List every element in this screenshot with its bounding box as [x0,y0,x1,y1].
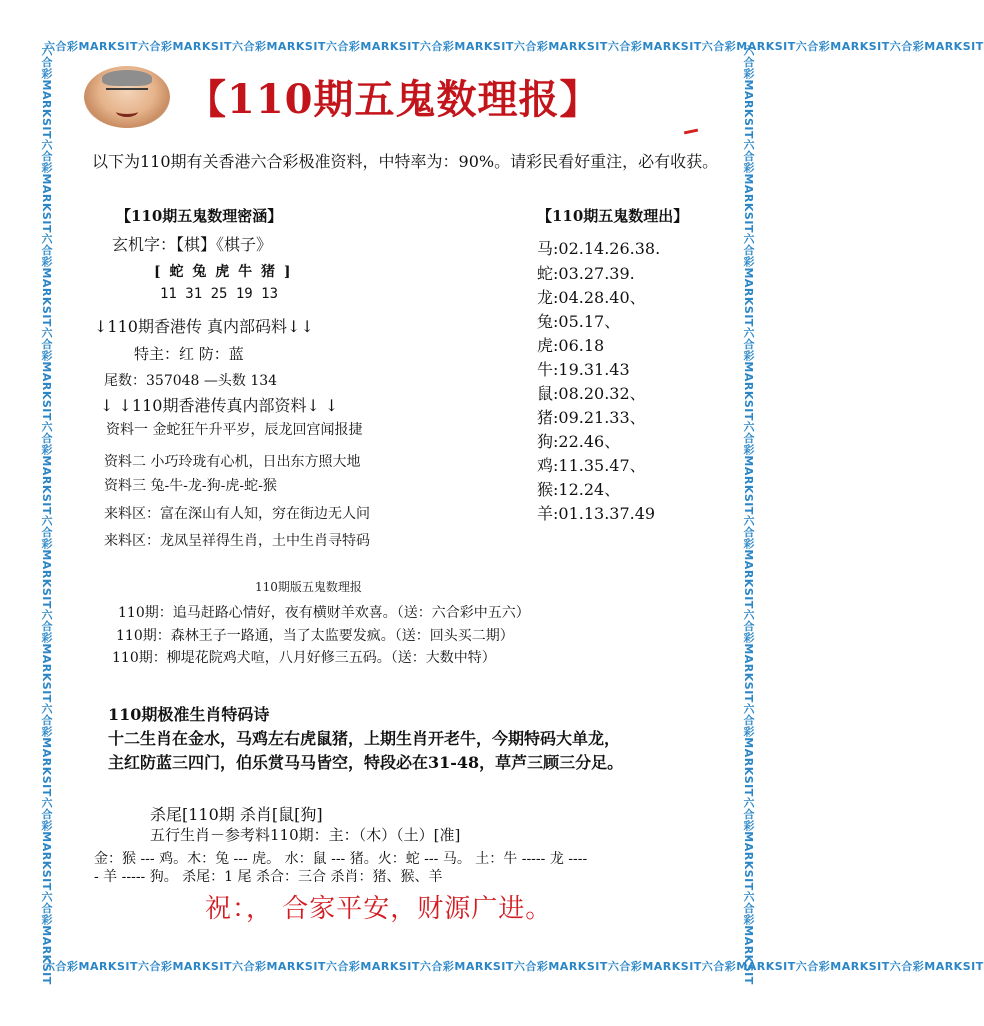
neibu-title: ↓110期香港传 真内部码料↓↓ [94,317,314,336]
mid-line: 110期：柳堤花院鸡犬喧，八月好修三五码。（送：大数中特） [112,650,496,666]
avatar [84,66,170,128]
poem-line: 主红防蓝三四门，伯乐赏马马皆空，特段必在31-48，草芦三顾三分足。 [108,753,624,772]
poem-line: 十二生肖在金水，马鸡左右虎鼠猪，上期生肖开老牛，今期特码大单龙， [108,729,621,748]
wish-text: 祝：， 合家平安，财源广进。 [205,894,553,924]
right-list-item: 羊:01.13.37.49 [537,504,656,523]
sha-line: 杀尾[110期 杀肖[鼠[狗] [150,805,323,824]
wei-shu-line: 尾数：357048 —头数 134 [104,373,278,389]
border-top-pattern: 六合彩MARKSIT六合彩MARKSIT六合彩MARKSIT六合彩MARKSIT六合彩MARKSIT六合彩MARKSIT六合彩MARKSIT六合彩MARKSIT六合彩MARKSIT六合彩MARKSIT [44,40,984,53]
lailiao-1: 来料区：富在深山有人知，穷在街边无人问 [104,506,370,522]
te-zhu-line: 特主：红 防：蓝 [134,345,244,363]
border-right-pattern: 六合彩MARKSIT六合彩MARKSIT六合彩MARKSIT六合彩MARKSIT六合彩MARKSIT六合彩MARKSIT六合彩MARKSIT六合彩MARKSIT六合彩MARKSIT六合彩MARKSIT [742,45,755,985]
right-list-item: 鸡:11.35.47、 [537,456,646,475]
sha-detail-line: - 羊 ----- 狗。 杀尾：1 尾 杀合：三合 杀肖：猪、猴、羊 [94,869,443,885]
poem-title: 110期极准生肖特码诗 [108,705,270,724]
ziliao-2: 资料二 小巧玲珑有心机，日出东方照大地 [104,454,361,470]
right-list-item: 马:02.14.26.38. [537,239,661,258]
right-list-item: 兔:05.17、 [537,312,621,331]
right-list-item: 鼠:08.20.32、 [537,384,646,403]
intro-text: 以下为110期有关香港六合彩极准资料，中特率为：90%。请彩民看好重注，必有收获。 [92,152,719,171]
right-section-header: 【110期五鬼数理出】 [537,207,689,225]
mid-section-header: 110期版五鬼数理报 [255,580,362,594]
zodiac-group: [ 蛇 兔 虎 牛 猪 ] [154,264,293,280]
right-list-item: 猪:09.21.33、 [537,408,646,427]
right-list-item: 龙:04.28.40、 [537,288,646,307]
left-section-header: 【110期五鬼数理密涵】 [116,207,283,225]
right-list-item: 牛:19.31.43 [537,360,630,379]
wuxing-line: 五行生肖－参考料110期：主：（木）（土）[准] [150,826,461,844]
zodiac-numbers: 11 31 25 19 13 [160,286,279,302]
right-list-item: 虎:06.18 [537,336,605,355]
mid-line: 110期：追马赶路心情好，夜有横财羊欢喜。（送：六合彩中五六） [118,605,530,621]
wuxing-detail-line: 金：猴 --- 鸡。木：兔 --- 虎。 水：鼠 --- 猪。火：蛇 --- 马。 土：牛 ----- 龙 ---- [94,851,588,867]
ziliao-1: 资料一 金蛇狂午升平岁，辰龙回宫闻报捷 [106,422,363,438]
neibu-title-2: ↓ ↓110期香港传真内部资料↓ ↓ [100,396,339,415]
right-list-item: 狗:22.46、 [537,432,621,451]
ziliao-3: 资料三 兔-牛-龙-狗-虎-蛇-猴 [104,478,277,494]
lailiao-2: 来料区：龙凤呈祥得生肖，土中生肖寻特码 [104,533,370,549]
border-bottom-pattern: 六合彩MARKSIT六合彩MARKSIT六合彩MARKSIT六合彩MARKSIT六合彩MARKSIT六合彩MARKSIT六合彩MARKSIT六合彩MARKSIT六合彩MARKSIT六合彩MARKSIT [44,960,984,973]
xuanji-line: 玄机字：【棋】《棋子》 [112,235,273,254]
right-list-item: 蛇:03.27.39. [537,264,635,283]
page-title: 【110期五鬼数理报】 [186,76,601,123]
border-left-pattern: 六合彩MARKSIT六合彩MARKSIT六合彩MARKSIT六合彩MARKSIT六合彩MARKSIT六合彩MARKSIT六合彩MARKSIT六合彩MARKSIT六合彩MARKSIT六合彩MARKSIT [40,45,53,985]
mid-line: 110期：森林王子一路通，当了太监要发疯。（送：回头买二期） [116,628,514,644]
red-mark-decoration [684,129,698,135]
right-list-item: 猴:12.24、 [537,480,621,499]
